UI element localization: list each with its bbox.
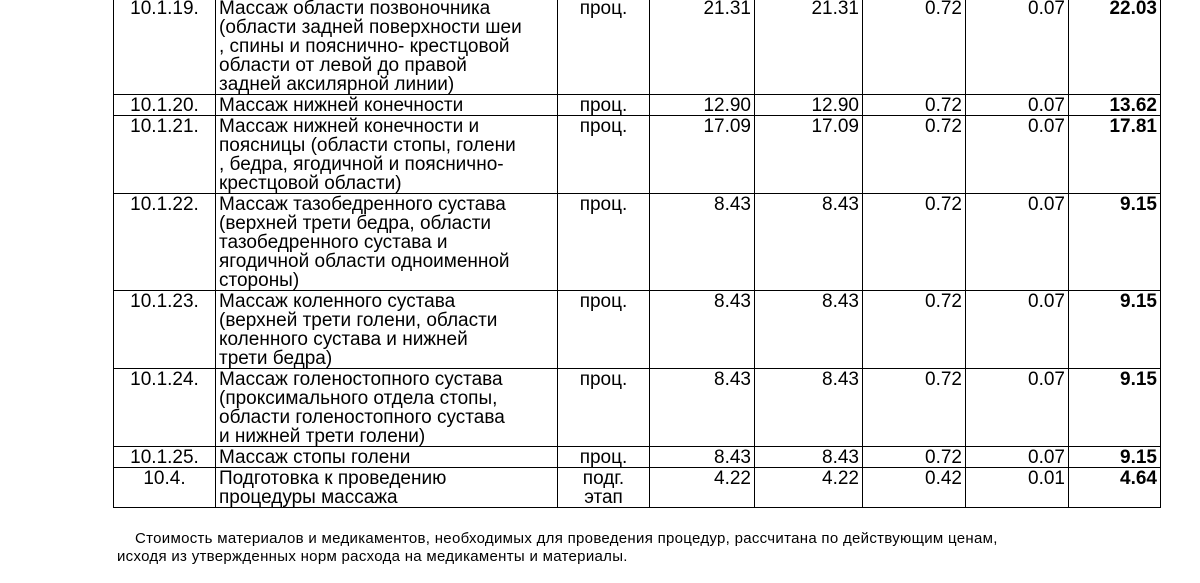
unit-of-measure: проц. xyxy=(558,447,650,468)
unit-of-measure: подг. этап xyxy=(558,468,650,508)
total-price: 9.15 xyxy=(1069,291,1161,369)
cost-value-2: 21.31 xyxy=(755,0,863,95)
cost-value-2: 8.43 xyxy=(755,291,863,369)
cost-value-1: 4.22 xyxy=(650,468,755,508)
cost-value-3: 0.72 xyxy=(863,0,966,95)
footnote-line-1: Стоимость материалов и медикаментов, необходимых для проведения процедур, рассчитана по действующим ценам, xyxy=(135,530,998,547)
service-name: Массаж нижней конечности xyxy=(216,95,558,116)
cost-value-3: 0.72 xyxy=(863,369,966,447)
service-code: 10.1.24. xyxy=(114,369,216,447)
price-table xyxy=(113,0,1161,508)
cost-value-4: 0.07 xyxy=(966,95,1069,116)
service-name: Массаж коленного сустава (верхней трети голени, области коленного сустава и нижней трети бедра) xyxy=(216,291,558,369)
total-price: 4.64 xyxy=(1069,468,1161,508)
cost-value-2: 12.90 xyxy=(755,95,863,116)
table-row xyxy=(114,194,1161,291)
total-price: 17.81 xyxy=(1069,116,1161,194)
table-row xyxy=(114,447,1161,468)
cost-value-2: 17.09 xyxy=(755,116,863,194)
table-row xyxy=(114,291,1161,369)
unit-of-measure: проц. xyxy=(558,291,650,369)
service-code: 10.1.23. xyxy=(114,291,216,369)
service-name: Массаж стопы голени xyxy=(216,447,558,468)
cost-value-2: 4.22 xyxy=(755,468,863,508)
cost-value-1: 17.09 xyxy=(650,116,755,194)
unit-of-measure: проц. xyxy=(558,194,650,291)
cost-value-4: 0.07 xyxy=(966,447,1069,468)
footnote xyxy=(117,530,1117,566)
service-name: Массаж голеностопного сустава (проксимального отдела стопы, области голеностопного сустава и нижней трети голени) xyxy=(216,369,558,447)
total-price: 9.15 xyxy=(1069,194,1161,291)
table-row xyxy=(114,116,1161,194)
cost-value-4: 0.07 xyxy=(966,194,1069,291)
service-code: 10.1.21. xyxy=(114,116,216,194)
service-name: Подготовка к проведению процедуры массажа xyxy=(216,468,558,508)
cost-value-4: 0.07 xyxy=(966,291,1069,369)
table-row xyxy=(114,468,1161,508)
total-price: 13.62 xyxy=(1069,95,1161,116)
service-code: 10.1.19. xyxy=(114,0,216,95)
table-row xyxy=(114,369,1161,447)
table-row xyxy=(114,95,1161,116)
service-name: Массаж нижней конечности и поясницы (области стопы, голени , бедра, ягодичной и пояснично- крестцовой области) xyxy=(216,116,558,194)
cost-value-2: 8.43 xyxy=(755,194,863,291)
service-code: 10.1.25. xyxy=(114,447,216,468)
cost-value-1: 8.43 xyxy=(650,369,755,447)
cost-value-1: 12.90 xyxy=(650,95,755,116)
cost-value-2: 8.43 xyxy=(755,369,863,447)
total-price: 22.03 xyxy=(1069,0,1161,95)
cost-value-3: 0.72 xyxy=(863,95,966,116)
cost-value-1: 21.31 xyxy=(650,0,755,95)
cost-value-3: 0.72 xyxy=(863,116,966,194)
cost-value-3: 0.42 xyxy=(863,468,966,508)
cost-value-1: 8.43 xyxy=(650,447,755,468)
cost-value-3: 0.72 xyxy=(863,447,966,468)
unit-of-measure: проц. xyxy=(558,95,650,116)
table-row xyxy=(114,0,1161,95)
cost-value-4: 0.01 xyxy=(966,468,1069,508)
service-name: Массаж тазобедренного сустава (верхней трети бедра, области тазобедренного сустава и ягодичной области одноименной стороны) xyxy=(216,194,558,291)
cost-value-2: 8.43 xyxy=(755,447,863,468)
table-body xyxy=(114,0,1161,508)
unit-of-measure: проц. xyxy=(558,0,650,95)
cost-value-4: 0.07 xyxy=(966,0,1069,95)
unit-of-measure: проц. xyxy=(558,116,650,194)
cost-value-3: 0.72 xyxy=(863,291,966,369)
service-code: 10.1.22. xyxy=(114,194,216,291)
cost-value-1: 8.43 xyxy=(650,291,755,369)
cost-value-3: 0.72 xyxy=(863,194,966,291)
service-name: Массаж области позвоночника (области задней поверхности шеи , спины и пояснично- крестцовой области от левой до правой задней аксилярной линии) xyxy=(216,0,558,95)
total-price: 9.15 xyxy=(1069,369,1161,447)
unit-of-measure: проц. xyxy=(558,369,650,447)
cost-value-1: 8.43 xyxy=(650,194,755,291)
cost-value-4: 0.07 xyxy=(966,116,1069,194)
service-code: 10.4. xyxy=(114,468,216,508)
cost-value-4: 0.07 xyxy=(966,369,1069,447)
footnote-line-2: исходя из утвержденных норм расхода на медикаменты и материалы. xyxy=(117,548,628,565)
service-code: 10.1.20. xyxy=(114,95,216,116)
total-price: 9.15 xyxy=(1069,447,1161,468)
